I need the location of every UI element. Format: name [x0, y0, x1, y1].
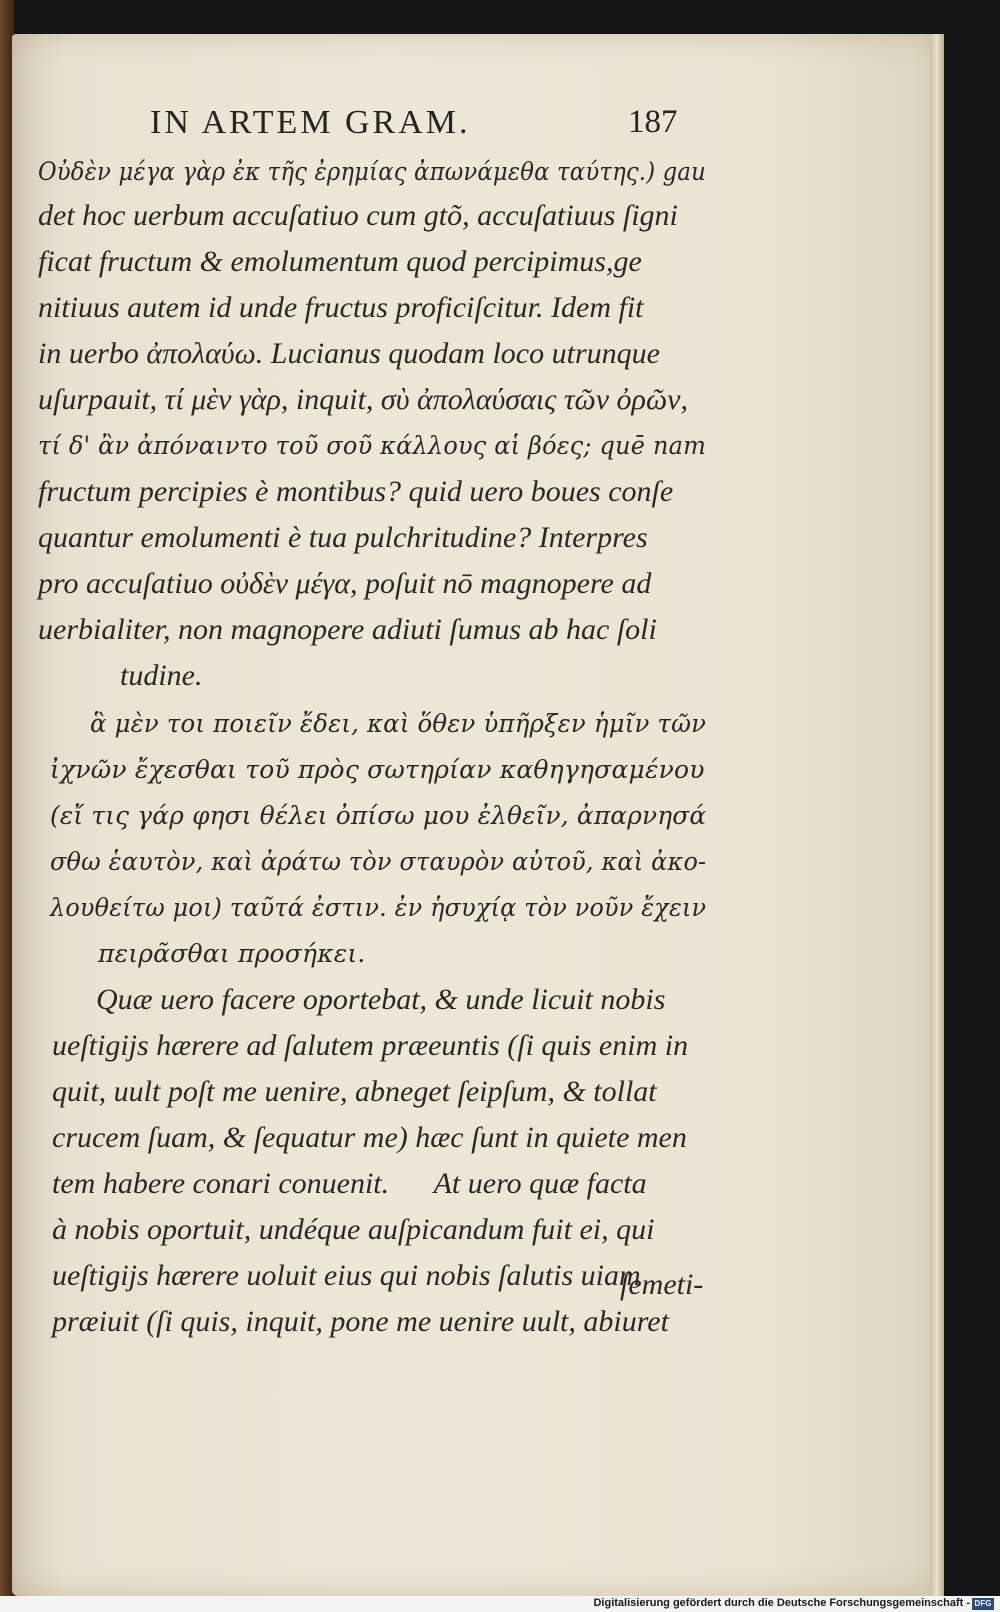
footer-credit: Digitalisierung gefördert durch die Deutsche Forschungsgemeinschaft -: [593, 1597, 970, 1609]
text-line: crucem ſuam, & ſequatur me) hæc ſunt in quiete men: [52, 1121, 687, 1154]
text-line: in uerbo ἀπολαύω. Lucianus quodam loco utrunque: [38, 337, 660, 370]
text-line: λουθείτω μοι) ταῦτά ἐστιν. ἐν ἡσυχίᾳ τὸν νοῦν ἔχειν: [50, 893, 707, 922]
text-line: uerbialiter, non magnopere adiuti ſumus ab hac ſoli: [38, 613, 657, 646]
text-line: (εἴ τις γάρ φησι θέλει ὀπίσω μου ἐλθεῖν, ἀπαρνησά: [50, 801, 707, 830]
text-line: præiuit (ſi quis, inquit, pone me uenire uult, abiuret: [52, 1305, 669, 1338]
text-line: fructum percipies è montibus? quid uero boues conſe: [38, 475, 674, 508]
text-line: pro accuſatiuo οὐδὲν μέγα, poſuit nō magnopere ad: [38, 567, 652, 600]
text-line: uſurpauit, τί μὲν γὰρ, inquit, σὺ ἀπολαύσαις τῶν ὀρῶν,: [38, 383, 688, 416]
text-line: tem habere conari conuenit. At uero quæ facta: [52, 1167, 647, 1200]
text-line: tudine.: [120, 659, 203, 692]
text-line: ueſtigijs hærere uoluit eius qui nobis ſalutis uiam: [52, 1259, 641, 1292]
catchword: ſemeti-: [620, 1268, 704, 1301]
text-line: ἰχνῶν ἔχεσθαι τοῦ πρὸς σωτηρίαν καθηγησαμένου: [50, 755, 705, 784]
text-line: πειρᾶσθαι προσήκει.: [98, 939, 366, 968]
text-line: nitiuus autem id unde fructus proficiſcitur. Idem fit: [38, 291, 644, 324]
text-line: Quæ uero facere oportebat, & unde licuit nobis: [96, 983, 666, 1016]
text-line: ἃ μὲν τοι ποιεῖν ἔδει, καὶ ὅθεν ὑπῆρξεν ἡμῖν τῶν: [90, 709, 707, 738]
page-fore-edge: [930, 34, 944, 1596]
text-line: τί δ' ἂν ἀπόναιντο τοῦ σοῦ κάλλους αἱ βόες; quē nam: [38, 431, 707, 460]
text-line: det hoc uerbum accuſatiuo cum gtõ, accuſatiuus ſigni: [38, 199, 678, 232]
text-line: ueſtigijs hærere ad ſalutem præeuntis (ſi quis enim in: [52, 1029, 689, 1062]
text-line: σθω ἑαυτὸν, καὶ ἀράτω τὸν σταυρὸν αὐτοῦ, καὶ ἀκο-: [50, 847, 707, 876]
text-line: ficat fructum & emolumentum quod percipimus,ge: [38, 245, 642, 278]
text-line: quantur emolumenti è tua pulchritudine? Interpres: [38, 521, 648, 554]
dfg-logo: DFG: [972, 1598, 994, 1610]
text-line: à nobis oportuit, undéque auſpicandum fuit ei, qui: [52, 1213, 655, 1246]
running-head: IN ARTEM GRAM.: [150, 104, 471, 141]
page-number: 187: [628, 104, 678, 140]
text-block: [38, 152, 718, 1338]
text-line: Οὐδὲν μέγα γὰρ ἐκ τῆς ἐρημίας ἀπωνάμεθα ταύτης.) gau: [38, 157, 706, 186]
text-line: quit, uult poſt me uenire, abneget ſeipſum, & tollat: [52, 1075, 657, 1108]
